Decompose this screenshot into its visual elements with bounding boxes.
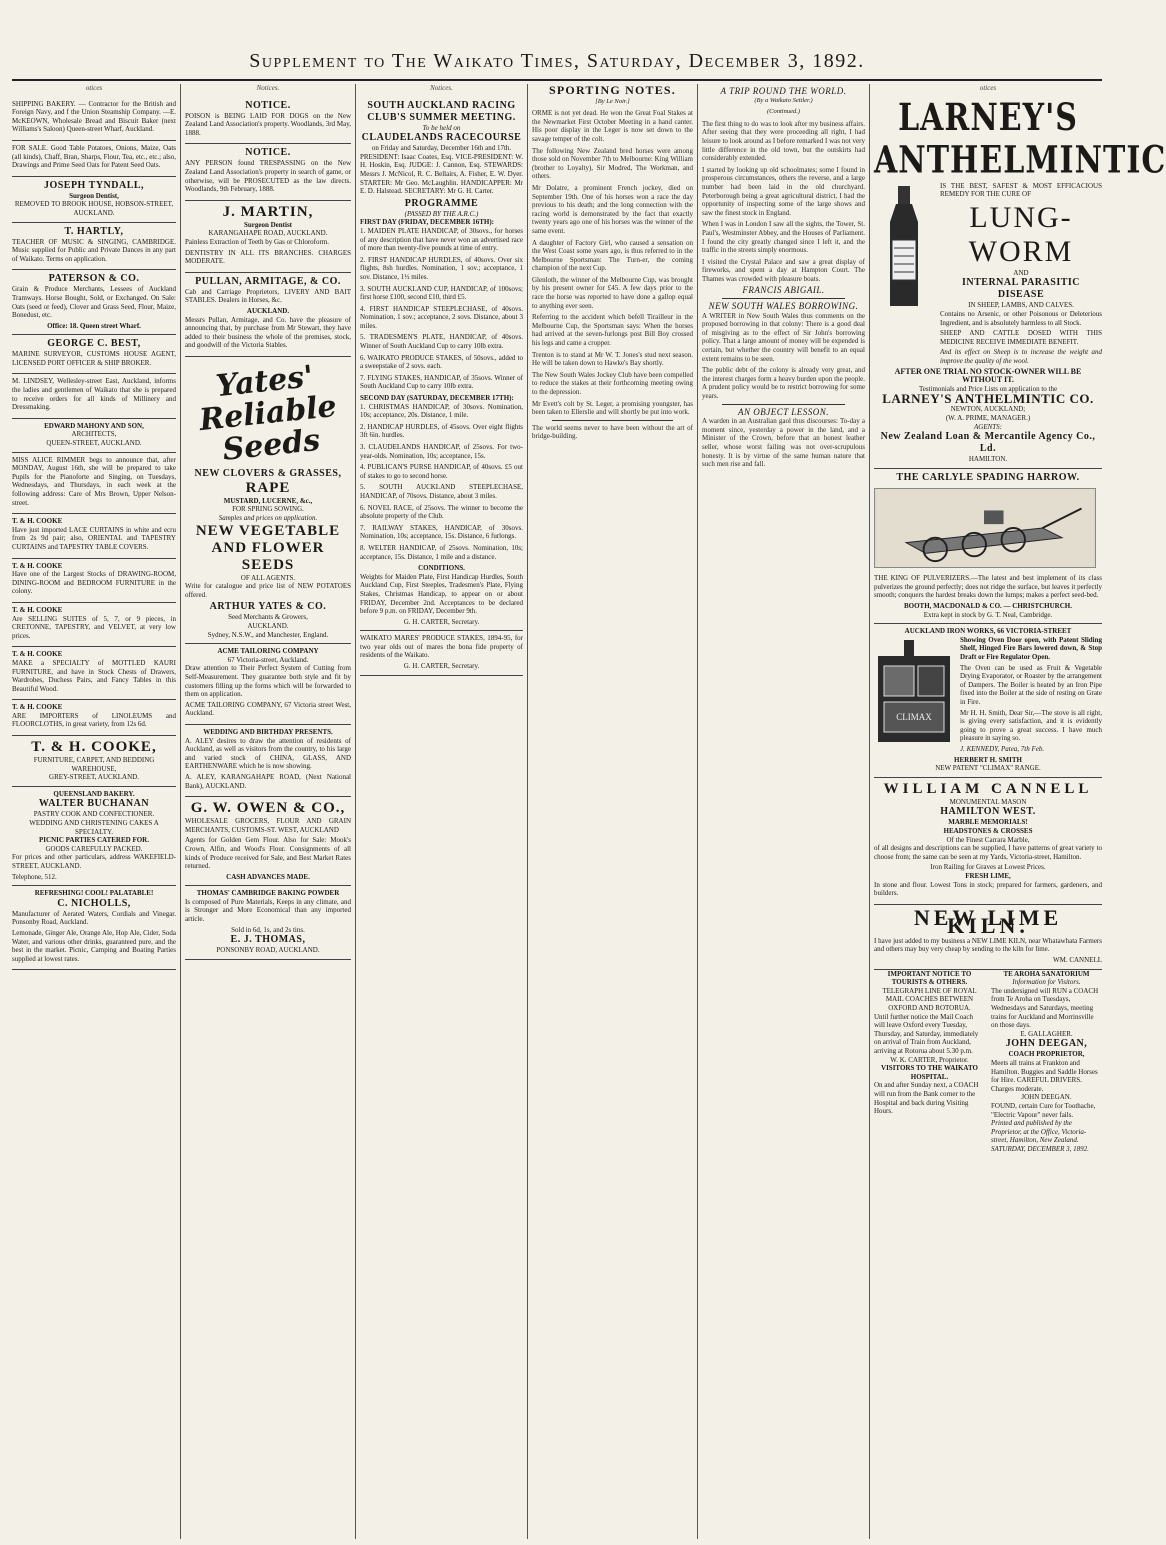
qbakery-title: QUEENSLAND BAKERY. (53, 789, 135, 798)
cooke-big-name: T. & H. COOKE, (31, 739, 157, 756)
race-item: 5. TRADESMEN'S PLATE, HANDICAP, of 40sovs. Winner of South Auckland Cup to carry 10lb extra. (360, 333, 523, 351)
parasitic-title: INTERNAL PARASITIC DISEASE (961, 277, 1080, 301)
george-best-ad (12, 335, 176, 374)
aley-ad (185, 725, 351, 797)
day-one-title: FIRST DAY (FRIDAY, DECEMBER 16TH): (360, 218, 494, 227)
yates-address: AUCKLAND. (247, 622, 289, 631)
range-text (960, 636, 1102, 756)
day-one-races (360, 227, 523, 391)
nsw-body (702, 312, 865, 401)
paragraph: I visited the Crystal Palace and saw a great display of fireworks, and spent a day at Hampton Court. The Thames was crowded with pleasure boats. (702, 257, 865, 283)
goods-packed: GOODS CAREFULLY PACKED. (45, 844, 143, 853)
paragraph: A WRITER in New South Wales thus comments on the proposed borrowing in that colony: There is a good deal of misgiving as to the effect of Sir John's borrowing policy. That a large amount of money will be expended is certain, but whether the country will benefit to an equal extent remains to be seen. (702, 311, 865, 363)
refreshing-title: REFRESHING! COOL! PALATABLE! (34, 889, 154, 898)
acme-address: 67 Victoria-street, Auckland. (227, 655, 309, 664)
cannell-ad (874, 778, 1102, 905)
lindsey-text: M. LINDSEY, Wellesley-street East, Auckland, informs the ladies and gentlemen of Waikato that she is prepared to receive orders for all kinds of Millinery and Dressmaking. (12, 377, 176, 412)
hartly-ad (12, 223, 176, 271)
trespass-notice-text: ANY PERSON found TRESPASSING on the New Zealand Land Association's property in search of game, or otherwise, will be PROSECUTED as the law directs. Woodlands, 9th February, 1888. (185, 159, 351, 194)
cannell-place: HAMILTON WEST. (940, 806, 1036, 818)
club-dates: on Friday and Saturday, December 16th and 17th. (371, 144, 512, 153)
poison-notice-text: POISON is BEING LAID FOR DOGS on the New Zealand Land Association's property. Woodlands, 3rd May, 1888. (185, 111, 351, 137)
range-stove-icon (874, 636, 954, 746)
bottom-ads-row (874, 970, 1102, 1154)
cured-line: SHEEP AND CATTLE DOSED WITH THIS MEDICINE RECEIVE IMMEDIATE BENEFIT. (940, 329, 1102, 346)
notice-title-2: NOTICE. (245, 147, 291, 159)
tyndall-name: JOSEPH TYNDALL, (43, 179, 145, 191)
programme-passed: (PASSED BY THE A.R.C.) (404, 209, 479, 218)
gallagher-sign: E. GALLAGHER. (1020, 1029, 1073, 1038)
column-1-head: otices (85, 84, 103, 92)
object-lesson-title: AN OBJECT LESSON. (737, 406, 830, 417)
paterson-office: Office: 18. Queen street Wharf. (47, 321, 141, 330)
pullan-address: AUCKLAND. (246, 306, 290, 315)
cooke-ad-2 (12, 559, 176, 603)
larney-co-address: NEWTON, AUCKLAND; (950, 405, 1026, 414)
clovers-title: NEW CLOVERS & GRASSES, (194, 467, 342, 479)
headstones-title: HEADSTONES & CROSSES (943, 826, 1033, 835)
picnic-parties: PICNIC PARTIES CATERED FOR. (39, 836, 149, 845)
thomas-body: Is composed of Pure Materials, Keeps in any climate, and is Stronger and More Economical than any imported article. (185, 897, 351, 924)
larney-title: LARNEY'S ANTHELMINTIC (874, 95, 1166, 183)
pullan-ad (185, 273, 351, 357)
bottle-icon (874, 182, 934, 312)
larney-text-block (940, 182, 1102, 368)
booth-stock: Extra kept in stock by G. T. Neal, Cambridge. (923, 610, 1053, 619)
race-item: 2. HANDICAP HURDLES, of 45sovs. Over eight flights 3ft 6in. hurdles. (360, 422, 523, 440)
mustard-title: MUSTARD, LUCERNE, &c., (223, 496, 313, 505)
martin-role: Surgeon Dentist (243, 220, 293, 229)
sheep-line: IN SHEEP, LAMBS, AND CALVES. (968, 301, 1074, 310)
carter-sign-2: G. H. CARTER, Secretary. (403, 662, 480, 671)
lindsey-ad (12, 374, 176, 418)
cooke-ad-1 (12, 514, 176, 558)
mares-ad (360, 631, 523, 675)
all-agents: OF ALL AGENTS. (240, 573, 296, 582)
column-2-head: Notices. (256, 84, 280, 92)
cooke-text-4: MAKE a SPECIALTY of MOTTLED KAURI FURNITURE, and have in Stock Chests of Drawers, Wardrobes, Duchess Pairs, and Fancy Tables in this Beautiful Wood. (12, 658, 176, 693)
larney-co: LARNEY'S ANTHELMINTIC CO. (882, 391, 1094, 407)
race-item: 3. CLAUDELANDS HANDICAP, of 25sovs. For two-year-olds. Nomination, 10s; acceptance, 15s. (360, 443, 523, 460)
tyndall-address: REMOVED TO BROOK HOUSE, HOBSON-STREET, AUCKLAND. (14, 200, 174, 217)
paterson-desc: Grain & Produce Merchants, Lessees of Auckland Tramways. Horse Bought, Sold, or Exchanged. On Sale: Oats (seed or feed), Clover and Grass Seed, Flour, Maize, Bonedust, etc. (12, 285, 176, 320)
race-item: 4. FIRST HANDICAP STEEPLECHASE, of 40sovs. Nomination, 1 sov.; acceptance, 2 sovs. Distance, about 3 miles. (360, 304, 523, 330)
cooke-text-5: ARE IMPORTERS of LINOLEUMS and FLOORCLOTHS, in great variety, from 12s 6d. (12, 711, 176, 729)
hartly-desc: TEACHER OF MUSIC & SINGING, CAMBRIDGE. Music supplied for Public and Private Dances in any part of Waikato. Terms on application. (12, 237, 176, 263)
yates-name: ARTHUR YATES & CO. (209, 601, 327, 613)
ironworks-title: AUCKLAND IRON WORKS, 66 VICTORIA-STREET (904, 627, 1072, 636)
column-6-head: otices (979, 84, 997, 92)
club-officers: PRESIDENT: Isaac Coates, Esq. VICE-PRESIDENT: W. H. Hoskin, Esq. JUDGE: J. Cannon, Esq. STEWARDS: Messrs J. McNicol, R. C. Bellairs, A. Fisher, E. W. Dyer. STARTER: Mr Geo. McLaughlin. HANDICAPPER: Mr E. D. Halstead. SECRETARY: Mr G. H. Carter. (360, 152, 523, 196)
trial-line: AFTER ONE TRIAL NO STOCK-OWNER WILL BE WITHOUT IT. (894, 366, 1082, 385)
new-lime-kiln-ad (874, 905, 1102, 970)
paragraph: When I was in London I saw all the sights, the Tower, St. Paul's, Westminster Abbey, and the Houses of Parliament. I found the city greatly changed since I left it, and the traffic in the streets simply enormous. (702, 220, 865, 255)
trip-body (702, 120, 865, 284)
closing-note: The world seems never to have been without the art of bridge-building. (532, 423, 693, 441)
day-two-title: SECOND DAY (SATURDAY, DECEMBER 17TH): (360, 394, 514, 403)
race-item: 5. SOUTH AUCKLAND STEEPLECHASE, HANDICAP, of 70sovs. Distance, about 3 miles. (360, 483, 523, 500)
paragraph: The following New Zealand bred horses were among those sold on November 7th to Melbourne: King William (brother to Loyalty), Sir Modred, The Workman, and others. (532, 146, 693, 181)
range-row (874, 636, 1102, 756)
telegraph-sign: W. K. CARTER, Proprietor. (890, 1055, 969, 1064)
kiln-body: I have just added to my business a NEW LIME KILN, near Whatawhata Farmers and others may buy very cheap by sending to the kiln for lime. (874, 936, 1102, 954)
cooke-label: T. & H. COOKE (12, 703, 63, 712)
nicholls-name: C. NICHOLLS, (57, 897, 131, 909)
trespass-notice (185, 144, 351, 200)
nsw-title: NEW SOUTH WALES BORROWING. (708, 301, 859, 312)
conditions-body: Weights for Maiden Plate, First Handicap Hurdles, South Auckland Cup, First Steeples, Tradesmen's Plate, Flying Stakes, Christmas Handicap, to appear on or about FRIDAY, December 2nd. Acceptances to be declared before 9 p.m. on FRIDAY, December 9th. (360, 572, 523, 616)
object-lesson-body: A warden in an Australian gaol thus discourses: To-day a moment since, yesterday a power in the land, and a Minister of the Crown, before that an honest leather seller, whose worst failing was not over-scrupulous honesty. It is by virtue of the same human nature that such men rise and fall. (702, 417, 865, 469)
cooke-ad-5 (12, 700, 176, 736)
write-note: Write for catalogue and price list of NEW POTATOES offered. (185, 582, 351, 599)
race-item: 1. MAIDEN PLATE HANDICAP, of 30sovs., for horses of any description that have never won an advertised race of more than twenty-five pounds at time of entry. (360, 226, 523, 253)
pullan-body: Messrs Pullan, Armitage, and Co. have the pleasure of announcing that, by purchase from Mr Stewart, they have added to their business the whole of the premises, stock, and goodwill of the Victoria Stables. (185, 315, 351, 350)
owen-name: G. W. OWEN & CO., (190, 800, 346, 817)
carter-sign: G. H. CARTER, Secretary. (403, 617, 480, 626)
agents-label: AGENTS: (974, 422, 1002, 431)
pullan-name: PULLAN, ARMITAGE, & CO. (195, 275, 341, 287)
cooke-text-1: Have just imported LACE CURTAINS in white and ecru from 2s 9d pair; also, ORIENTAL and TAPESTRY CURTAINS and TAPESTRY TABLE COVERS. (12, 525, 176, 551)
club-title: SOUTH AUCKLAND RACING CLUB'S SUMMER MEETING. (367, 99, 516, 123)
paragraph: Glenloth, the winner of the Melbourne Cup, was brought by his present owner for £45. A few days prior to the race the horse was reported to have done a gallop equal to anything ever seen. (532, 275, 693, 310)
buchanan-role: PASTRY COOK AND CONFECTIONER. (33, 810, 155, 819)
mahony-name: EDWARD MAHONY AND SON, (44, 421, 144, 430)
cooke-address: GREY-STREET, AUCKLAND. (49, 773, 139, 782)
trip-byline: (By a Waikato Settler.) (754, 96, 813, 104)
coach-proprietor: COACH PROPRIETOR, (1008, 1050, 1085, 1059)
thomas-address: PONSONBY ROAD, AUCKLAND. (216, 946, 320, 955)
nzloan-name: New Zealand Loan & Mercantile Agency Co., Ld. (880, 431, 1096, 455)
harrow-desc: THE KING OF PULVERIZERS.—The latest and best implement of its class pulverizes the ground perfectly; does not ridge the surface, but leaves it perfectly smooth; conquers the hardest breaks down the lumps; makes a perfect seed-bed. (874, 574, 1102, 600)
george-best-desc: MARINE SURVEYOR, CUSTOMS HOUSE AGENT, LICENSED PORT OFFICER & SHIP BROKER. (12, 350, 176, 367)
finest-line: Of the Finest Carrara Marble, (946, 835, 1030, 844)
cooke-text-2: Have one of the Largest Stocks of DRAWING-ROOM, DINING-ROOM and BEDROOM FURNITURE in the colony. (12, 570, 176, 596)
trip-title: A TRIP ROUND THE WORLD. (720, 86, 847, 96)
racing-club-ad (360, 97, 523, 632)
column-3 (356, 84, 528, 1539)
marble-body: of all designs and descriptions can be supplied, I have patterns of great variety to choose from; the same can be seen at my Yards, Victoria-street, Hamilton. (874, 844, 1102, 861)
shipping-bakery-ad (12, 97, 176, 141)
range-head: Showing Oven Door open, with Patent Sliding Shelf, Hinged Fire Bars lowered down, & Stop Draft or Fire Regulator Open. (960, 635, 1102, 662)
for-sale-ad (12, 141, 176, 177)
paragraph: Mr Evett's colt by St. Leger, a promising youngster, has been taken to Ellerslie and will shortly be put into work. (532, 399, 693, 417)
owen-role: WHOLESALE GROCERS, FLOUR AND GRAIN MERCHANTS, CUSTOMS-ST. WEST, AUCKLAND (185, 817, 351, 834)
range-desc: The Oven can be used as Fruit & Vegetable Drying Evaporator, or Roaster by the arrangement of Dampers. The Boiler is heated by an Iron Pipe fixed into the Boiler at the side of resting on Grate in Fire. (960, 663, 1102, 706)
for-sale-text: FOR SALE. Good Table Potatoes, Onions, Maize, Oats (all kinds), Chaff, Bran, Sharps, Flour, Tea, etc., etc.; also, Drawings and Prime Seed Oats for Patent Seed Oats. (12, 143, 176, 170)
aley-body: A. ALEY desires to draw the attention of residents of Auckland, as well as visitors from the country, to his large and varied stock of CHINA, GLASS, AND EARTHENWARE which he is now showing. (185, 736, 351, 771)
wedding-cakes: WEDDING AND CHRISTENING CAKES A SPECIALTY. (29, 819, 159, 836)
martin-note: Painless Extraction of Teeth by Gas or Chloroform. (185, 237, 330, 246)
fresh-lime-title: FRESH LIME, (965, 871, 1011, 880)
race-item: 7. FLYING STAKES, HANDICAP, of 35sovs. Winner of South Auckland Cup to carry 10lb extra. (360, 373, 523, 391)
found-note: FOUND, certain Cure for Toothache, "Electric Vapour" never fails. (991, 1101, 1096, 1119)
divider (722, 298, 845, 299)
cannell-name: WILLIAM CANNELL (883, 780, 1093, 797)
yates-other: Sydney, N.S.W., and Manchester, England. (207, 630, 329, 639)
club-held: To be held on (422, 123, 461, 132)
range-testimonial-sign: J. KENNEDY, Patea, 7th Feb. (960, 744, 1045, 753)
race-item: 4. PUBLICAN'S PURSE HANDICAP, of 40sovs. £5 out of stakes to go to second horse. (360, 463, 523, 480)
kiln-sign: WM. CANNELL (1053, 956, 1102, 965)
paterson-name: PATERSON & CO. (48, 273, 140, 285)
tyndall-role: Surgeon Dentist, (69, 191, 119, 200)
new-lime-title: NEW LIME KILN. (913, 904, 1063, 939)
tourists-title: IMPORTANT NOTICE TO TOURISTS & OTHERS. (887, 969, 972, 987)
column-4 (528, 84, 698, 1539)
bottom-right-ads (991, 970, 1102, 1154)
hartly-name: T. HARTLY, (64, 225, 124, 237)
aley-sign: A. ALEY, KARANGAHAPE ROAD, (Next National Bank), AUCKLAND. (185, 772, 351, 790)
martin-ad (185, 201, 351, 273)
acme-body: Draw attention to Their Perfect System of Cutting from Self-Measurement. They guarantee both style and fit by customers filling up the forms which will be forwarded to them on application. (185, 664, 351, 699)
column-1 (8, 84, 181, 1539)
cooke-label: T. & H. COOKE (12, 605, 63, 614)
column-3-head: Notices. (430, 84, 453, 92)
race-item: 8. WELTER HANDICAP, of 25sovs. Nomination, 10s; acceptance, 15s. Distance, 1 mile and a distance. (360, 543, 523, 561)
larney-ad (874, 95, 1166, 469)
race-item: 2. FIRST HANDICAP HURDLES, of 40sovs. Over six flights, 8sh hurdles. Nomination, 1 sov.; acceptance, 1 sov. Distance, 1½ miles. (360, 255, 523, 281)
testimonials-line: Testimonials and Price Lists on application to the (918, 384, 1058, 393)
nicholls-list: Lemonade, Ginger Ale, Orange Ale, Hop Ale, Cider, Soda Water, and various other drinks, guaranteed pure, and the best in the market. Picnic, Camping and Boating Parties supplied at lowest rates. (12, 928, 176, 963)
contains-line: Contains no Arsenic, or other Poisonous or Deleterious Ingredient, and is absolutely harmless to all Stock. (940, 309, 1102, 327)
aroha-body: The undersigned will RUN a COACH from Te Aroha on Tuesdays, Wednesdays and Saturdays, meeting trains for Auckland and Morrinsville on those days. (991, 986, 1099, 1030)
visitors-body: On and after Sunday next, a COACH will run from the Bank corner to the Hospital and back during Visiting Hours. (874, 1081, 979, 1116)
owen-body: Agents for Golden Gem Flour. Also for Sale: Mook's Crown, Alfin, and Wood's Flour. Consignments of all kinds of Produce received for Sale, and Best Market Rates returned. (185, 836, 351, 871)
deegan-body: Meets all trains at Frankton and Hamilton. Buggies and Saddle Horses for Hire. CAREFUL DRIVERS. Charges moderate. (991, 1059, 1098, 1093)
divider (722, 404, 845, 405)
owen-cash: CASH ADVANCES MADE. (226, 872, 310, 881)
cooke-main-ad (12, 736, 176, 787)
paragraph: A daughter of Factory Girl, who caused a sensation on the West Coast some years ago, is thus referred to in the Melbourne Sportsman: The Turn-er, the coming champion of the next Cup. (532, 238, 693, 273)
carlyle-title: THE CARLYLE SPADING HARROW. (896, 471, 1080, 483)
paragraph: Referring to the accident which befell Tirailleur in the Melbourne Cup, the Sportsman says: When the horses had arrived at the seven-furlongs post Bill Boy crossed his legs and came a cropper. (532, 313, 693, 348)
thomas-title: THOMAS' CAMBRIDGE BAKING POWDER (196, 889, 340, 898)
sporting-notes-title: SPORTING NOTES. (549, 83, 676, 97)
masthead: Supplement to The Waikato Times, Saturday, December 3, 1892. (12, 50, 1102, 81)
deegan-sign: JOHN DEEGAN. (1021, 1093, 1072, 1102)
harrow-ad (874, 469, 1102, 625)
acme-sign: ACME TAILORING COMPANY, 67 Victoria street West, Auckland. (185, 700, 351, 718)
race-item: 7. RAILWAY STAKES, HANDICAP, of 30sovs. Nomination, 10s; acceptance, 15s. Distance, 6 furlongs. (360, 523, 523, 541)
cooke-label: T. & H. COOKE (12, 650, 63, 659)
bottle-illustration (874, 182, 934, 368)
cooke-ad-4 (12, 647, 176, 700)
column-2 (181, 84, 356, 1539)
programme-title: PROGRAMME (404, 197, 479, 209)
cooke-trade: FURNITURE, CARPET, AND BEDDING WAREHOUSE, (33, 756, 155, 773)
lungworm-title: LUNG-WORM (968, 200, 1074, 268)
trip-continued: (Continued.) (766, 108, 801, 116)
column-5 (698, 84, 870, 1539)
aroha-sub: Information for Visitors. (1012, 978, 1081, 987)
thomas-sold: Sold in 6d, 1s, and 2s tins. (231, 925, 305, 934)
lime-body: In stone and flour. Lowest Tons in stock; prepared for farmers, gardeners, and builders. (874, 880, 1102, 898)
race-item: 3. SOUTH AUCKLAND CUP, HANDICAP, of 100sovs; first horse £100, second £10, third £5. (360, 284, 523, 302)
race-item: 1. CHRISTMAS HANDICAP, of 30sovs. Nomination, 10s; acceptance, 20s. Distance, 1 mile. (360, 402, 523, 420)
deegan-name: JOHN DEEGAN, (1005, 1038, 1088, 1050)
cooke-ad-3 (12, 603, 176, 647)
samples-note: Samples and prices on application. (218, 514, 318, 523)
column-6 (870, 84, 1166, 1539)
nicholls-desc: Manufacturer of Aerated Waters, Cordials and Vinegar. Ponsonby Road, Auckland. (12, 909, 176, 927)
owen-ad (185, 797, 351, 886)
rimmer-text: MISS ALICE RIMMER begs to announce that, after MONDAY, August 16th, she will be prepared to take Pupils for the Pianoforte and Singing, on Tuesdays, Wednesdays, and Thursdays, in each week at the following address: Care of Mrs Brown, Upper Nelson-street. (12, 455, 176, 507)
sporting-notes-body (532, 109, 693, 417)
mares-body: WAIKATO MARES' PRODUCE STAKES, 1894-95, for two year olds out of mares the bona fide property of residents of the Waikato. (360, 634, 523, 660)
spring-sowing: FOR SPRING SOWING. (232, 505, 304, 514)
effect-line: And its effect on Sheep is to increase the weight and improve the quality of the wool. (940, 348, 1102, 365)
harrow-illustration-icon (874, 488, 1096, 568)
printed-note: Printed and published by the Proprietor, at the Office, Victoria-street, Hamilton, New Zealand. SATURDAY, DECEMBER 3, 1892. (991, 1119, 1089, 1153)
george-best-name: GEORGE C. BEST, (47, 338, 141, 350)
paragraph: The public debt of the colony is already very great, and the interest charges form a heavy burden upon the people. A prudent policy would be to restrict borrowing for some years. (702, 366, 865, 400)
martin-branches: DENTISTRY IN ALL ITS BRANCHES. CHARGES MODERATE. (185, 248, 351, 266)
tyndall-ad (12, 177, 176, 223)
paragraph: The New South Wales Jockey Club have been compelled to reduce the stakes at their forthcoming meeting owing to the depression. (532, 370, 693, 396)
race-item: 6. NOVEL RACE, of 25sovs. The winner to become the absolute property of the Club. (360, 503, 523, 521)
buchanan-ad (12, 787, 176, 886)
range-testimonial: Mr H. H. Smith, Dear Sir,—The stove is all right, is giving every satisfaction, and it is evidently going to prove a great success. I have much pleasure in saying so. (960, 708, 1102, 743)
conditions-title: CONDITIONS. (418, 564, 465, 573)
aroha-title: TE AROHA SANATORIUM (1003, 969, 1090, 978)
pullan-desc: Cab and Carriage Proprietors, LIVERY AND BAIT STABLES. Dealers in Horses, &c. (185, 287, 351, 305)
divider (552, 420, 673, 421)
climax-range-ad (874, 624, 1102, 778)
buchanan-name: WALTER BUCHANAN (38, 798, 150, 810)
paragraph: I started by looking up old schoolmates; some I found in prosperous circumstances, others the reverse, and a large number had been laid in the old churchyard. Peterborough being a great agricultural district, I had the opportunity of inspecting some of the large shows and saw the finest stock in England. (702, 165, 865, 217)
notice-title: NOTICE. (245, 99, 291, 111)
paragraph: Trenton is to stand at Mr W. T. Jones's stud next season. He will be taken down to Hawke's Bay shortly. (532, 350, 693, 368)
nzloan-place: HAMILTON. (968, 455, 1008, 464)
trip-signature: FRANCIS ABIGAIL. (742, 285, 825, 296)
mahony-ad (12, 419, 176, 453)
poison-notice (185, 97, 351, 145)
yates-role: Seed Merchants & Growers, (228, 613, 308, 622)
visitors-title: VISITORS TO THE WAIKATO HOSPITAL. (881, 1064, 978, 1081)
sporting-notes-byline: [By Le Noir.] (595, 97, 630, 105)
shipping-bakery-text: SHIPPING BAKERY. — Contractor for the British and Foreign Navy, and f the Union Steamship Company. —E. McKEOWN, Wholesale Bread and Biscuit Baker (next Williams's Saloon) Queen-street Wharf, Auckland. (12, 99, 176, 134)
thomas-ad (185, 886, 351, 960)
bottom-left-ads (874, 970, 985, 1154)
larney-co-manager: (W. A. PRIME, MANAGER.) (945, 413, 1031, 422)
mahony-role: ARCHITECTS, (71, 430, 117, 439)
cooke-text-3: Are SELLING SUITES of 5, 7, or 9 pieces, in CRETONNE, TAPESTRY, and VELVET, at very low prices. (12, 614, 176, 640)
rimmer-ad (12, 453, 176, 515)
mahony-address: QUEEN-STREET, AUCKLAND. (46, 439, 142, 448)
svg-text:CLIMAX: CLIMAX (896, 711, 932, 722)
yates-ad (185, 357, 351, 644)
booth-name: BOOTH, MACDONALD & CO. — CHRISTCHURCH. (903, 602, 1072, 611)
paterson-ad (12, 270, 176, 335)
yates-script-title: Yates' Reliable Seeds (197, 359, 339, 468)
larney-tagline: IS THE BEST, SAFEST & MOST EFFICACIOUS REMEDY FOR THE CURE OF (940, 181, 1102, 199)
columns (8, 83, 1166, 1539)
buchanan-address: For prices and other particulars, address WAKEFIELD-STREET, AUCKLAND. (12, 853, 176, 870)
buchanan-telephone: Telephone, 512. (12, 872, 57, 881)
martin-name: J. MARTIN, (222, 203, 314, 220)
thomas-name: E. J. THOMAS, (230, 934, 306, 946)
cooke-label: T. & H. COOKE (12, 561, 63, 570)
climax-label: NEW PATENT "CLIMAX" RANGE. (935, 764, 1041, 773)
martin-address: KARANGAHAPE ROAD, AUCKLAND. (208, 229, 328, 238)
veg-title: NEW VEGETABLE AND FLOWER SEEDS (195, 522, 341, 573)
and-word: AND (1013, 268, 1029, 277)
iron-railing: Iron Railing for Graves at Lowest Prices. (930, 863, 1046, 872)
paragraph: The first thing to do was to look after my business affairs. After seeing that they were proceeding all right, I had leisure to look around as I before remarked I was not very little difference in the old town, but the outskirts had considerably extended. (702, 119, 865, 163)
cannell-role: MONUMENTAL MASON (949, 797, 1027, 806)
marble-title: MARBLE MEMORIALS! (948, 818, 1028, 827)
range-illustration (874, 636, 954, 756)
nicholls-ad (12, 886, 176, 970)
telegraph-title: TELEGRAPH LINE OF ROYAL MAIL COACHES BETWEEN OXFORD AND ROTORUA. (882, 986, 977, 1013)
paragraph: ORME is not yet dead. He won the Great Foal Stakes at the Newmarket First October Meeting in a hand canter. His poor display in the Leger is now set down to the savage temper of the colt. (532, 109, 693, 143)
wedding-presents-title: WEDDING AND BIRTHDAY PRESENTS. (203, 727, 333, 736)
smith-name: HERBERT H. SMITH (954, 755, 1022, 764)
rape-title: RAPE (245, 479, 291, 496)
acme-title: ACME TAILORING COMPANY (217, 647, 319, 656)
larney-body-row (874, 182, 1102, 368)
club-venue: CLAUDELANDS RACECOURSE (361, 132, 522, 144)
paragraph: Mr Dolatre, a prominent French jockey, died on September 19th. One of his horses won a race the day previous to his death; and the long connection with the racing world is demonstrated by the fact that exactly twenty years ago one of his horses was the winner of the same event. (532, 183, 693, 235)
telegraph-body: Until further notice the Mail Coach will leave Oxford every Tuesday, Thursday, and Saturday, immediately on arrival of Train from Auckland, arriving at Rotorua about 5.30 p.m. (874, 1012, 979, 1055)
cooke-label: T. & H. COOKE (12, 517, 63, 526)
acme-ad (185, 644, 351, 725)
day-two-races (360, 403, 523, 562)
race-item: 6. WAIKATO PRODUCE STAKES, of 50sovs., added to a sweepstake of 2 sovs. each. (360, 353, 523, 371)
